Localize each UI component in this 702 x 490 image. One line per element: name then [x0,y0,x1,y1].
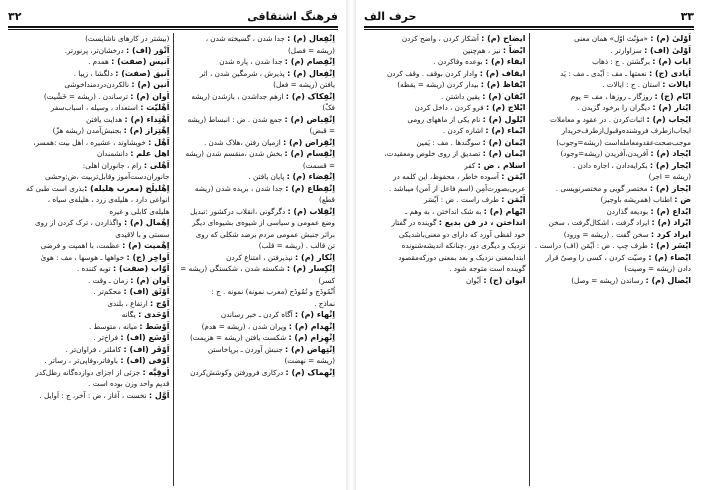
left-page-column-left [8,33,174,486]
entry-line: ایْداع (م) : بودیعه گذاردن [606,206,691,216]
entry-line: ایْسَر (م) : طرف چپ . ض : اَیْمَن (اف) دراست . [534,241,691,250]
entry-line: اِنْکِسار (م) : شکسته شدن ، شکستگی (ریشه = [180,264,335,273]
entry-line: اُوقِیَّه : جزئی از اجزای دوازده‌گانه رطل‌کدر [35,367,170,377]
entry-line: ایاب (م) : برگشتن . ج : ذهاب [592,57,691,66]
entry-line: اِهْلیلَج (معرب هلیله) :بذری است طبی که [26,183,170,193]
entry-line: انداختن ، در فن بدیع : گوینده در گفتار [391,218,526,227]
entry-line: اِنْفِصام (م) : جدا شدن ، پاره شدن [219,57,335,66]
entry-line: ایْمَن : آسوده خاطر ، محفوظ، این کلمه در [393,172,526,181]
entry-line: ایْجاد (م) : آفریدن،آفریدن (ریشه=وجود) [560,149,691,158]
entry-line: ایْلاج (م) : فرو کردن ، داخل کردن [414,103,526,112]
left-running-title: فرهنگ اشتقاقی [247,9,338,23]
entry-line: اَوْلیٰ (م) : «مؤنّث اوّل» همان معنی [574,34,691,43]
entry-line: ایْقان (م) : یقین داشتن . [440,91,526,101]
entry-line: اَوْفَر (اف) : کاملتر ، فراوان‌تر . [65,344,170,354]
entry-line: جانوران‌دست‌آموز وقابل‌تربیت ،ض:وحشی [45,172,170,181]
entry-line: اَوْسَع (اف) : فراخ‌تر . [93,333,170,342]
entry-line: اَوْحَدی : یگانه [121,310,170,319]
entry-line: اِنْهِزام (م) : شکست یافتن (ریشه = هزیمت) [189,333,335,342]
entry-line: براثر جنبش عمومی مردم برضد شکلی که روی [195,229,335,239]
right-page-number: ۳۳ [680,9,694,23]
entry-line: ایْماء (م) : اشاره کردن . [442,126,526,135]
entry-line: سستی و با لاقیدی [115,229,170,239]
entry-line: اسلام . ض : کفر [464,160,526,170]
entry-line: وضع عمومی و سیاسی از شیوه‌ی بشیوه‌ای دیگر [192,218,335,227]
entry-line: اَوْثَق (اف) : محکم‌تر . [93,287,170,296]
entry-line: اَیْمَن : طرف راست . ض : اَیْسَر [424,195,526,204]
entry-line: اِنْقِسام (م) : بخش شدن ،منقسم شدن (ریشه [185,149,335,158]
right-page-column-left [364,33,530,486]
entry-line: ایْصال (م) : رساندن (ریشه = وصل) [571,275,691,285]
entry-line: ایضاح (م) : آشکار کردن ، واضح کردن [401,34,526,43]
entry-line: اِنْتِهاض (م) : جنبش آوردن ـ برپاخاستن [207,344,335,354]
entry-line: اِنْهِدام (م) : ویران شدن ، (ریشه = هدم) [201,321,335,331]
book-gutter [346,0,356,490]
entry-line: اِنْقِراض (م) : ازمیان رفتن ،هلاک شدن . [203,137,335,147]
entry-line: ایْجار (م) : بکرایه‌دادن ، اجاره دادن . [572,160,691,170]
entry-line: اِنْقِباض (م) : جمع شدن . ض : انبساط (ریشه [187,114,335,124]
left-page-header [8,8,338,24]
entry-line: اَواخِر (ج) : خواهها ـ هوسها ، مف : هویٰ [40,252,170,262]
entry-line: ایقاف (م) : وادار کردن بوقف . وقف کردن [386,68,526,78]
entry-line: اَنیق (صفت) : دلگشا ، زیبا . [73,68,170,78]
entry-line: عربی‌بصورت‌آمِن (اسم فاعل از آمن) میباشد . [389,183,526,193]
right-page-header [364,8,694,24]
entry-line: یافتن (ریشه = فعل) [273,80,335,89]
entry-line: تن قالب . (ریشه = قلب) [258,241,335,250]
entry-line: ایوان (ج) : اَیْوان [466,275,526,285]
entry-line: ایْجاز (م) : مختصر گویی و مختصرنویسی . [555,183,691,193]
entry-line: (بیشتر در کارهای ناشایست) [85,34,170,43]
entry-line: اِنْفِکاک (م) : ازهم جداشدن ، بازشدن (ریشه [191,91,335,101]
entry-line: اَهْل : خویشاوند ، عشیره ، اهل بیت :همسر، [33,137,170,147]
entry-line: قدیم واحد وزن بوده است . [88,379,170,388]
entry-line: ایفاء (م) : بوعده وفاکردن . [433,57,526,66]
entry-line: اَوّاب (صفت) : توبه کننده . [76,264,170,273]
entry-line: اِهْمیت (م) : عظمت، با اهمیت و فرضی [40,241,170,250]
entry-line: اِنْقِطاع (م) : جدا شدن ، بریده شدن (ریشه [194,183,335,193]
entry-line: ایْمان (م) : تصدیق از روی خلوص ومعقیدت، [384,149,526,158]
entry-line: ایْمان (م) : سوگندها . مف : یَمین [416,137,526,147]
entry-line: اَوْج : ارتفاع ، بلندی [107,298,170,308]
entry-line: اَنیس (صفت) : همدم . [88,57,170,66]
right-page [356,0,702,490]
header-rule [8,26,338,28]
entry-line: دادن (ریشه = وصیت) [624,264,691,273]
entry-line: اَوْسَط : میانه ، متوسط . [88,321,170,331]
entry-line: اُوان (م) : ترساندن . (ریشه = خَشْیت) [43,91,170,101]
entry-line: اَهْلیّت : استعداد ، وسیله ، اسباب‌سفر [50,103,170,112]
entry-line: اَیادی (ج) : نعمتها ـ مف : اَیْدی ـ مف : یَد [560,68,691,78]
entry-line: نزدیک و دیگری دور ،چنانکه اندیشه‌شنونده [401,241,526,250]
entry-line: اِنْهِماک (م) : درکاری فرورفتن وکوشش‌کردن [190,367,335,377]
entry-line: اَنین (م) : نالکردن‌دردمنداخوشی [64,80,170,89]
entry-line: گوینده است متوجه شود . [449,264,526,273]
entry-line: خود لفظی آورد که دارای دو معنی‌باشدیکی [398,229,526,239]
entry-line: ایْتار (م) : دیگران را برخود گزیدن . [577,103,691,112]
entry-line: ایْضاً : نیز ، هم‌چنین [462,45,526,55]
left-page-number: ۳۲ [8,9,22,23]
entry-line: اِنْفِعال (م) : پذیرش ، شرمگین شدن ، اثر [199,68,335,78]
right-running-title: حرف الف [364,9,417,23]
left-page [0,0,346,490]
entry-line: قطع) [319,195,335,204]
entry-line: اَوَّل : نخست ، آغاز ، ض : آخر، ج : اَوایل . [39,390,170,400]
entry-line: اَهْتِداء (م) : هدایت یافتن [86,114,170,124]
entry-line: ایْلول (م) : نام یکی از ماههای رومی [407,114,526,124]
entry-line: ایجاب‌ازطرف فروشنده‌وقبول‌ازطرف‌خریدار [561,126,691,135]
entry-line: ایراد کرد : سخن گفت . (ریشه = ورود) [563,229,691,239]
entry-line: اِنْقِلاب (م) : دگرگونی ،انقلاب درکشور :تبدیل [190,206,335,216]
entry-line: انواعی دارد ، هلیله‌ی زرد ، هلیله‌ی سیاه ، [47,195,170,204]
right-page-columns [364,33,694,486]
header-rule-thin [8,29,338,30]
entry-line: ایْقاظ (م) : بیدار کردن (ریشه = یقظه) [397,80,526,89]
entry-line: ض : اطناب (همریشه باوجیز) [600,195,691,204]
entry-line: کسر) [318,275,335,285]
entry-line: موجب‌صحت‌عقد‌ومعامله‌است (ریشه=وجوب) [556,137,691,147]
entry-line: (ریشه = نهضت) [284,356,335,365]
entry-line: اِنْکار (م) : نپذیرفتن ، امتناع کردن [226,252,335,262]
entry-line: اَوان (م) : زمان ـ وقت . [87,275,170,285]
entry-line: اَوْفی (اف) : باوفاتر،وفاپی‌تر ، رساتر . [44,356,170,365]
entry-line: = قبض) [309,126,335,135]
left-page-column-right [174,33,339,486]
entry-line: اِهْتِزاز (م) : بجنبش‌آمدن (ریشه هزّ) [52,126,170,135]
entry-line: = قسمت) [302,160,335,170]
entry-line: هلیله‌ی کابلی و غیره [109,206,170,216]
entry-line: اِنْقِضاء (م) : پایان یافتن . [248,172,335,181]
entry-line: (ریشه = فصل) [287,45,335,55]
entry-line: ایْصاء (م) : وصیّت کردن ، کسی را وصیّ قرار [545,252,691,262]
header-rule-thin [364,29,694,30]
entry-line: اَهْلی : رام ، جانوران اهلی: [82,160,170,170]
header-rule [364,26,694,28]
right-page-column-right [530,33,695,486]
entry-line: اَنْوَر (اف) : درخشان‌تر، پرنورتر. [64,45,170,55]
entry-line: نماذج . [314,298,335,308]
entry-line: ابتدابمعنی نزدیک و بعد بمعنی دورکه‌مقصود [398,252,526,262]
entry-line: اِنْهاء (م) : آگاه کردن ـ خبر رساندن [220,310,335,319]
entry-line: اهل علم : دانشمندان [97,149,170,158]
entry-line: ایْجاب (م) : اثبات‌کردن . در عقود و معاملات [550,114,691,124]
entry-line: ایّام (ج) : روزگار ـ روزها ، مف = یوم [570,91,691,101]
entry-line: اِهْمال (م) : واگذاردن ، ترک کردن از روی [35,218,170,227]
entry-line: ایْهام (م) : به شک انداختن ، به وهم ـ [405,206,526,216]
entry-line: اَوْلیٰ (اف) : سزاوارتر . [610,45,691,55]
entry-line: اِنْفِعال (م) : جدا شدن ، گسیخته شدن ، [205,34,335,43]
entry-line: اُنْمُوذَج و نُمُوذَج (معرب نمونه) نمونه . ج : [211,287,335,296]
entry-line: (ریشه = اجر) [648,172,691,181]
entry-line: فکّ) [322,103,335,112]
entry-line: ایْراد (م) : ایراد گرفت ، اشکال‌گرفت ، سخن [548,218,691,227]
left-page-columns [8,33,338,486]
entry-line: ایالات : استان . ج : ایالات . [602,80,691,89]
